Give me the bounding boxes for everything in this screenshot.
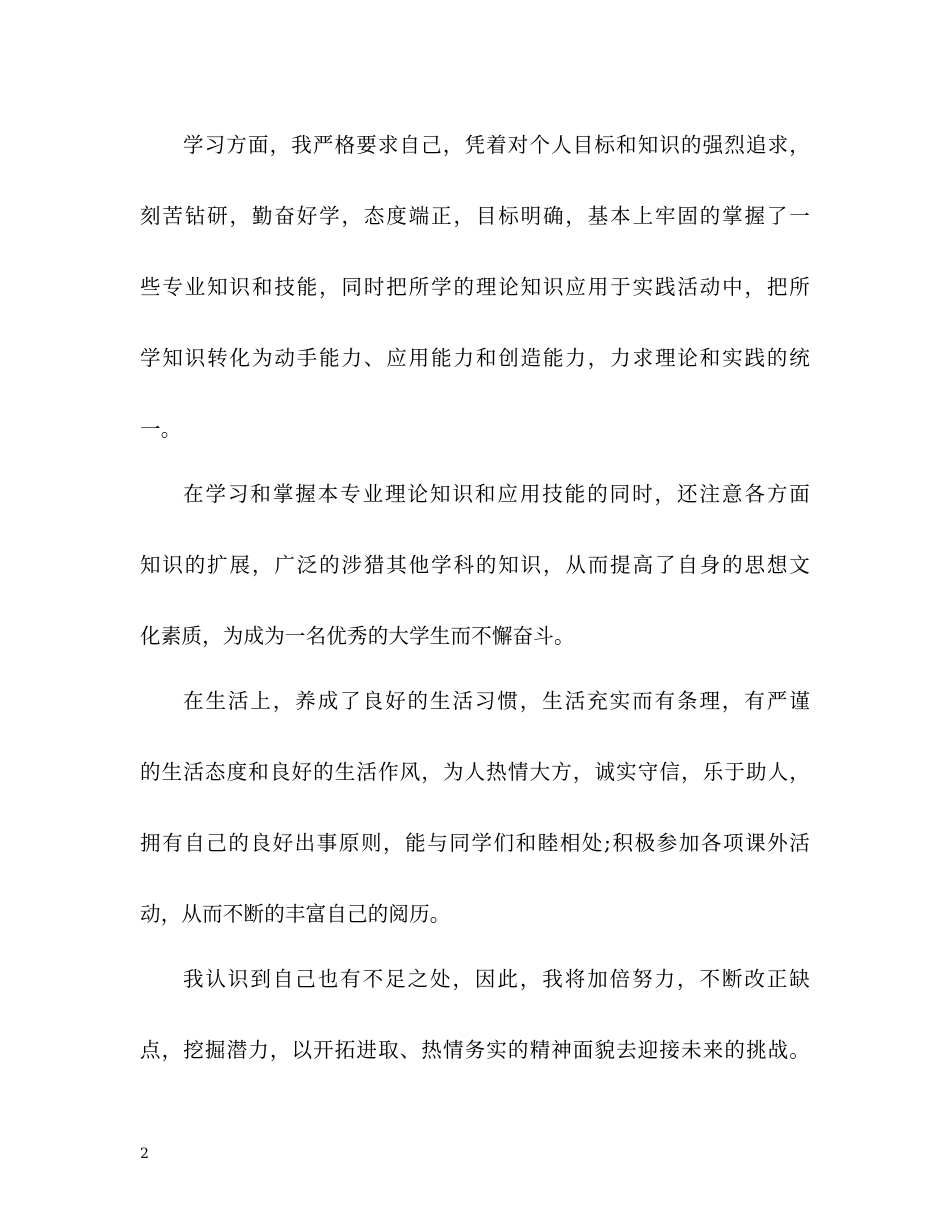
- page-number: 2: [140, 1146, 149, 1162]
- text-line: 一。: [140, 417, 182, 441]
- text-line: 些专业知识和技能，同时把所学的理论知识应用于实践活动中，把所: [140, 275, 810, 299]
- text-line: 学知识转化为动手能力、应用能力和创造能力，力求理论和实践的统: [140, 346, 810, 370]
- text-line: 我认识到自己也有不足之处，因此，我将加倍努力，不断改正缺: [183, 967, 810, 991]
- text-line: 知识的扩展，广泛的涉猎其他学科的知识，从而提高了自身的思想文: [140, 553, 810, 577]
- text-line: 学习方面，我严格要求自己，凭着对个人目标和知识的强烈追求，: [183, 133, 810, 157]
- text-line: 拥有自己的良好出事原则，能与同学们和睦相处;积极参加各项课外活: [140, 831, 810, 855]
- text-line: 刻苦钻研，勤奋好学，态度端正，目标明确，基本上牢固的掌握了一: [140, 204, 810, 228]
- text-line: 在学习和掌握本专业理论知识和应用技能的同时，还注意各方面: [183, 482, 810, 506]
- text-line: 在生活上，养成了良好的生活习惯，生活充实而有条理，有严谨: [183, 689, 810, 713]
- text-line: 的生活态度和良好的生活作风，为人热情大方，诚实守信，乐于助人，: [140, 760, 810, 784]
- text-line: 点，挖掘潜力，以开拓进取、热情务实的精神面貌去迎接未来的挑战。: [140, 1038, 810, 1062]
- text-line: 动，从而不断的丰富自己的阅历。: [140, 902, 451, 926]
- text-line: 化素质，为成为一名优秀的大学生而不懈奋斗。: [140, 624, 575, 648]
